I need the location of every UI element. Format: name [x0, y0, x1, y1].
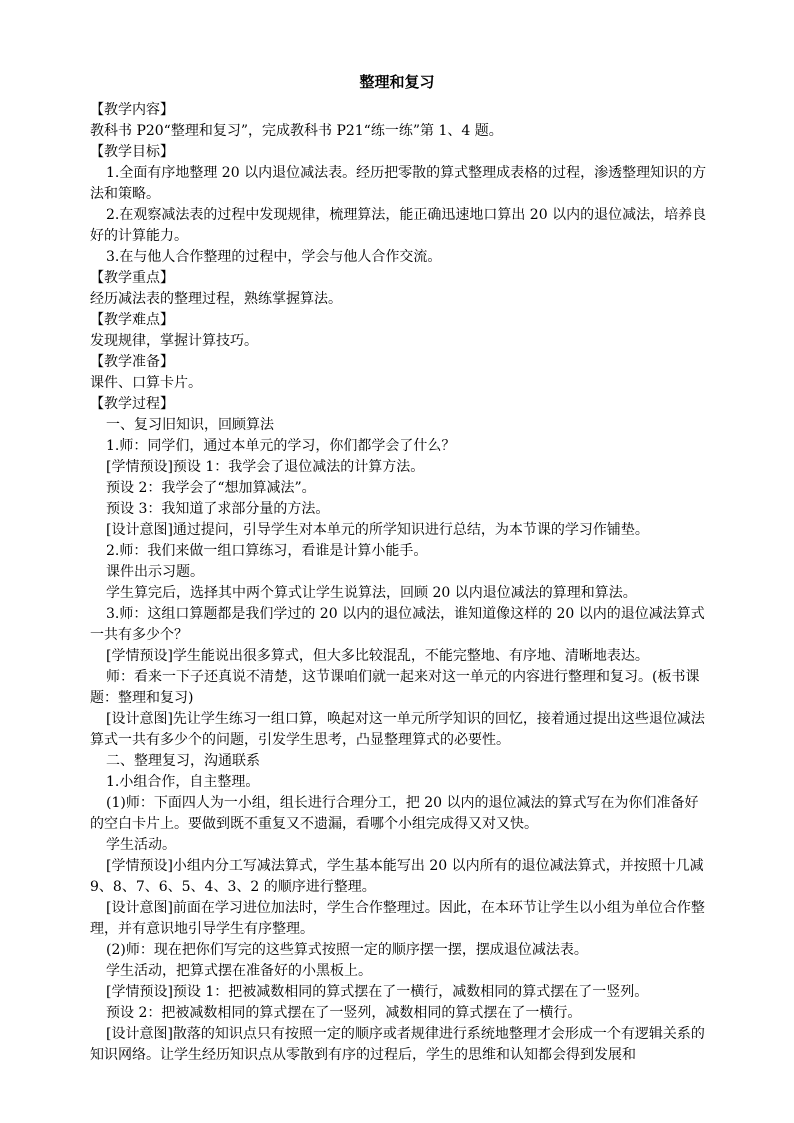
paragraph: 课件出示习题。 — [106, 564, 204, 580]
section-heading: 【教学目标】 — [90, 144, 174, 160]
paragraph: [设计意图]散落的知识点只有按照一定的顺序或者规律进行系统地整理才会形成一个有逻辑关系的知识网络。让学生经历知识点从零散到有序的过程后，学生的思维和认知都会得到发展和 — [90, 1026, 705, 1063]
paragraph: 学生活动。 — [106, 837, 176, 853]
paragraph: 1.小组合作，自主整理。 — [106, 774, 260, 790]
paragraph: (2)师：现在把你们写完的这些算式按照一定的顺序摆一摆，摆成退位减法表。 — [106, 942, 588, 958]
paragraph: [学情预设]学生能说出很多算式，但大多比较混乱，不能完整地、有序地、清晰地表达。 — [106, 648, 649, 664]
paragraph: 学生算完后，选择其中两个算式让学生说算法，回顾 20 以内退位减法的算理和算法。 — [106, 585, 637, 601]
section-heading: 【教学难点】 — [90, 312, 174, 328]
paragraph: 经历减法表的整理过程，熟练掌握算法。 — [90, 291, 342, 307]
paragraph: [学情预设]预设 1：我学会了退位减法的计算方法。 — [106, 459, 425, 475]
paragraph: 学生活动，把算式摆在准备好的小黑板上。 — [106, 963, 372, 979]
paragraph: 3.师：这组口算题都是我们学过的 20 以内的退位减法，谁知道像这样的 20 以内的退位减法算式一共有多少个？ — [90, 606, 705, 643]
paragraph: 师：看来一下子还真说不清楚，这节课咱们就一起来对这一单元的内容进行整理和复习。(板书课题：整理和复习) — [90, 669, 700, 706]
paragraph: [设计意图]前面在学习进位加法时，学生合作整理过。因此，在本环节让学生以小组为单位合作整理，并有意识地引导学生有序整理。 — [90, 900, 705, 937]
paragraph: [学情预设]预设 1：把被减数相同的算式摆在了一横行，减数相同的算式摆在了一竖列。 — [106, 984, 649, 1000]
paragraph: 2.在观察减法表的过程中发现规律，梳理算法，能正确迅速地口算出 20 以内的退位减法，培养良好的计算能力。 — [90, 207, 707, 244]
paragraph: [学情预设]小组内分工写减法算式，学生基本能写出 20 以内所有的退位减法算式，并按照十几减 9、8、7、6、5、4、3、2 的顺序进行整理。 — [90, 858, 704, 895]
section-heading: 【教学内容】 — [90, 102, 174, 118]
paragraph: [设计意图]通过提问，引导学生对本单元的所学知识进行总结，为本节课的学习作铺垫。 — [106, 522, 649, 538]
paragraph: 一、复习旧知识，回顾算法 — [106, 417, 274, 433]
paragraph: (1)师：下面四人为一小组，组长进行合理分工，把 20 以内的退位减法的算式写在为你们准备好的空白卡片上。要做到既不重复又不遗漏，看哪个小组完成得又对又快。 — [90, 795, 699, 832]
paragraph: 1.师：同学们，通过本单元的学习，你们都学会了什么？ — [106, 438, 456, 454]
paragraph: 预设 3：我知道了求部分量的方法。 — [106, 501, 330, 517]
paragraph: [设计意图]先让学生练习一组口算，唤起对这一单元所学知识的回忆，接着通过提出这些退位减法算式一共有多少个的问题，引发学生思考，凸显整理算式的必要性。 — [90, 711, 705, 748]
paragraph: 预设 2：把被减数相同的算式摆在了一竖列，减数相同的算式摆在了一横行。 — [106, 1005, 582, 1021]
paragraph: 课件、口算卡片。 — [90, 375, 202, 391]
section-heading: 【教学过程】 — [90, 396, 174, 412]
paragraph: 教科书 P20“整理和复习”，完成教科书 P21“练一练”第 1、4 题。 — [90, 123, 503, 139]
paragraph: 发现规律，掌握计算技巧。 — [90, 333, 258, 349]
document-body — [90, 100, 710, 1066]
paragraph: 3.在与他人合作整理的过程中，学会与他人合作交流。 — [106, 249, 442, 265]
section-heading: 【教学重点】 — [90, 270, 174, 286]
paragraph: 二、整理复习，沟通联系 — [106, 753, 260, 769]
document-title: 整理和复习 — [359, 73, 435, 91]
paragraph: 2.师：我们来做一组口算练习，看谁是计算小能手。 — [106, 543, 428, 559]
section-heading: 【教学准备】 — [90, 354, 174, 370]
paragraph: 1.全面有序地整理 20 以内退位减法表。经历把零散的算式整理成表格的过程，渗透整理知识的方法和策略。 — [90, 165, 707, 202]
paragraph: 预设 2：我学会了“想加算减法”。 — [106, 480, 316, 496]
